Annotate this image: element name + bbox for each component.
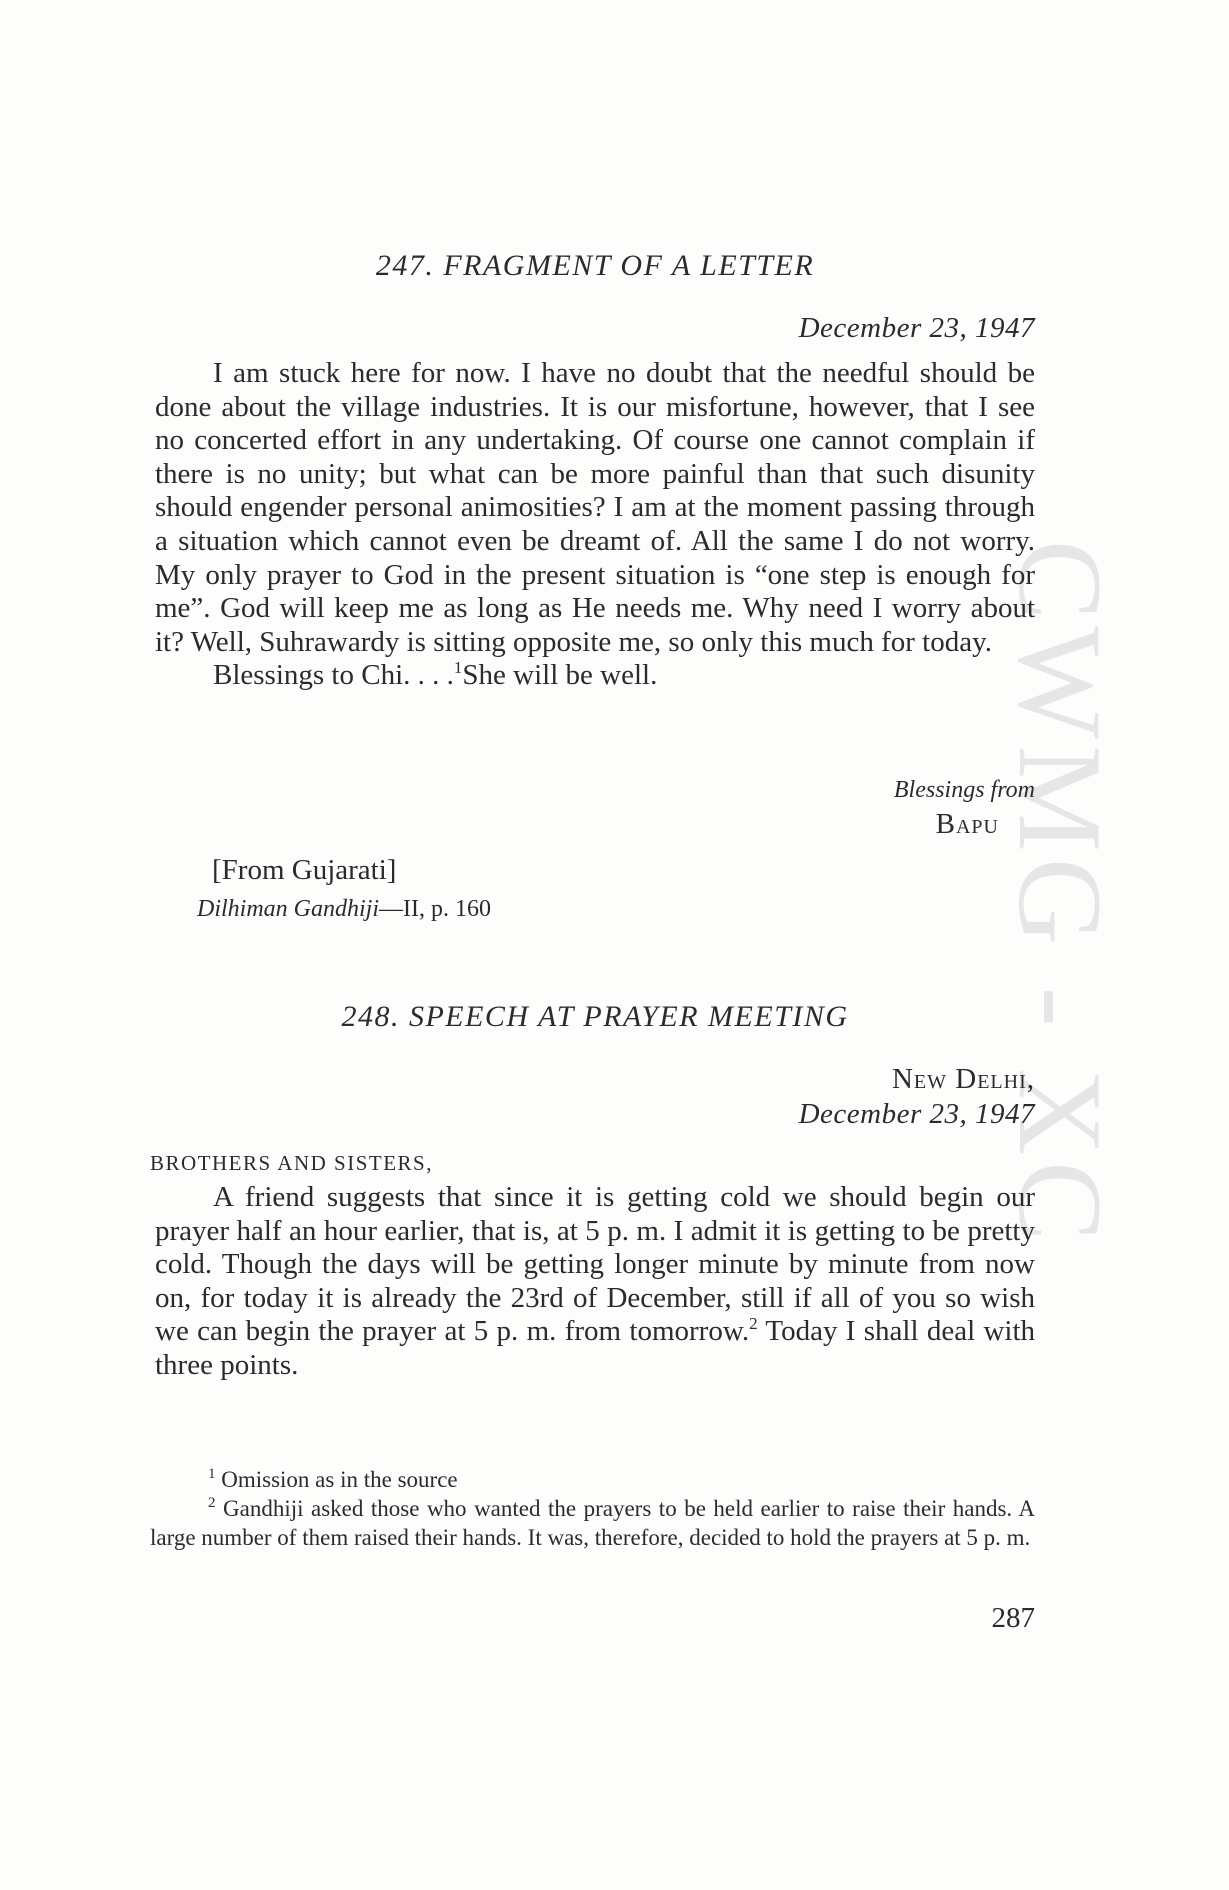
footnote-1 xyxy=(150,1465,1035,1494)
footnote-1-mark: 1 xyxy=(208,1466,216,1482)
speech-heading: 248. SPEECH AT PRAYER MEETING xyxy=(341,1000,849,1033)
speech-paragraph-text-end: Today I shall deal with three points. xyxy=(155,1315,1035,1381)
letter-source-title: Dilhiman Gandhiji xyxy=(197,896,380,922)
letter-source-language: [From Gujarati] xyxy=(212,854,397,886)
letter-blessings-text-end: She will be well. xyxy=(462,659,658,692)
speech-date: December 23, 1947 xyxy=(798,1098,1035,1130)
footnote-2-text: Gandhiji asked those who wanted the prayers to be held earlier to raise their hands. A large number of them raised their hands. It was, therefore, decided to hold the prayers at 5 p. m. xyxy=(150,1496,1036,1550)
speech-paragraph xyxy=(155,1181,1035,1383)
page-number: 287 xyxy=(991,1602,1035,1634)
letter-paragraph-2 xyxy=(155,659,1035,693)
footnote-2-mark: 2 xyxy=(208,1495,216,1511)
speech-body xyxy=(155,1181,1035,1383)
letter-body xyxy=(155,357,1035,693)
letter-source-detail: —II, p. 160 xyxy=(379,896,491,922)
speech-paragraph-text: A friend suggests that since it is getting cold we should begin our prayer half an hour earlier, that is, at 5 p. m. I admit it is getting to be pretty cold. Though the days will be getting longer minute by minute from now on, for today it is already the 23rd of December, still if all of you so wish we can begin the prayer at 5 p. m. from tomorrow. xyxy=(155,1181,1035,1348)
footnote-ref-2: 2 xyxy=(749,1314,758,1334)
letter-heading: 247. FRAGMENT OF A LETTER xyxy=(375,249,815,282)
watermark-text: CWMG - XC xyxy=(994,540,1127,1248)
letter-date: December 23, 1947 xyxy=(798,312,1035,344)
letter-closing: Blessings from xyxy=(893,777,1035,803)
footnote-1-text: Omission as in the source xyxy=(221,1467,458,1492)
footnote-2 xyxy=(150,1494,1035,1552)
letter-source-citation xyxy=(197,896,491,923)
footnotes xyxy=(150,1465,1035,1552)
speech-place: New Delhi, xyxy=(891,1063,1035,1095)
letter-paragraph: I am stuck here for now. I have no doubt that the needful should be done about the village industries. It is our misfortune, however, that I see no concerted effort in any undertaking. Of course one cannot complain if there is no unity; but what can be more painful than that such disunity should engender personal animosities? I am at the moment passing through a situation which cannot even be dreamt of. All the same I do not worry. My only prayer to God in the present situation is “one step is enough for me”. God will keep me as long as He needs me. Why need I worry about it? Well, Suhrawardy is sitting opposite me, so only this much for today. xyxy=(155,357,1035,658)
letter-signature: Bapu xyxy=(935,808,999,840)
footnote-ref-1: 1 xyxy=(453,658,463,678)
letter-blessings-text: Blessings to Chi. . . . xyxy=(213,659,454,692)
speech-salutation: BROTHERS AND SISTERS, xyxy=(150,1151,433,1175)
